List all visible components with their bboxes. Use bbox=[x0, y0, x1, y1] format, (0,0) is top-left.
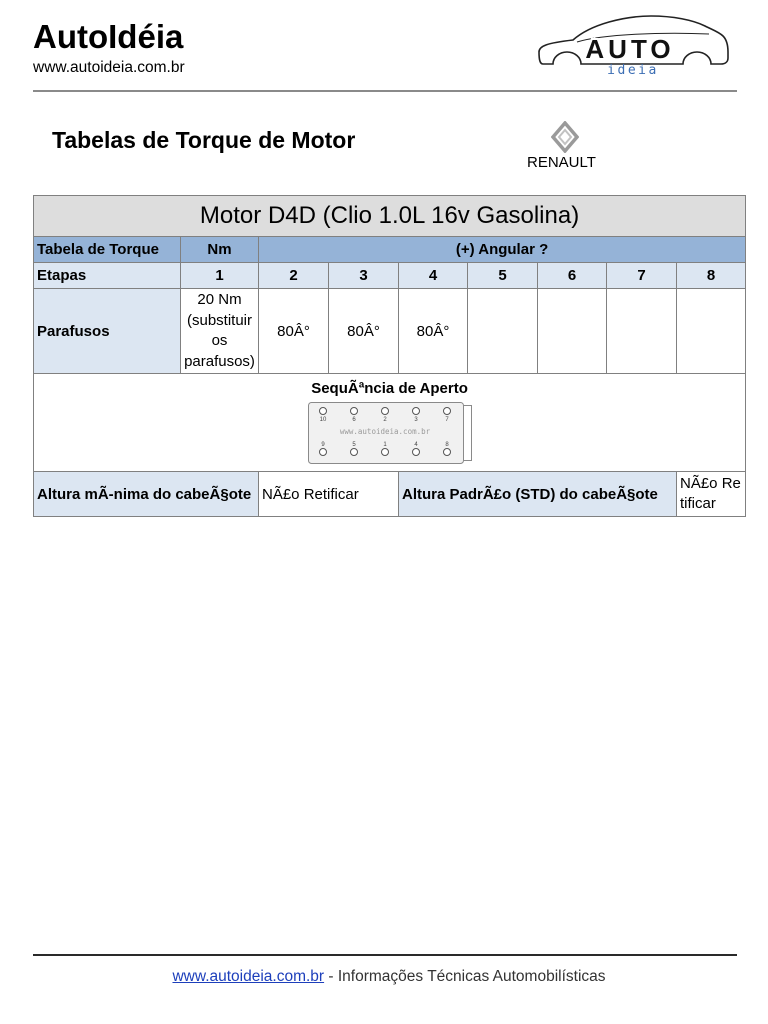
sequence-number: 5 bbox=[351, 441, 356, 448]
bolt-hole-icon bbox=[443, 448, 450, 455]
footer-link[interactable]: www.autoideia.com.br bbox=[172, 968, 325, 985]
sequence-cell bbox=[34, 374, 746, 472]
logo-word-ideia: ideia bbox=[607, 63, 659, 78]
torque-table bbox=[33, 195, 746, 517]
min-height-label: Altura mÃ-nima do cabeÃ§ote bbox=[34, 472, 259, 517]
bolt-angle-cell: 80Â° bbox=[329, 289, 399, 374]
sequence-number: 2 bbox=[382, 416, 387, 423]
bolt-empty-cell bbox=[607, 289, 677, 374]
logo-word-auto: AUTO bbox=[585, 34, 675, 64]
tightening-sequence-diagram bbox=[307, 400, 473, 466]
table-title-row bbox=[34, 196, 746, 237]
engine-title: Motor D4D (Clio 1.0L 16v Gasolina) bbox=[34, 196, 746, 237]
sequence-number: 3 bbox=[413, 416, 418, 423]
head-height-row bbox=[34, 472, 746, 517]
stage-cell: 8 bbox=[677, 263, 746, 289]
table-header-row bbox=[34, 237, 746, 263]
cylinder-head-tab bbox=[463, 405, 471, 460]
sequence-label: SequÃªncia de Aperto bbox=[311, 379, 468, 397]
stages-label: Etapas bbox=[34, 263, 181, 289]
sequence-number: 10 bbox=[319, 416, 326, 423]
autoideia-logo bbox=[533, 12, 733, 80]
header-nm: Nm bbox=[181, 237, 259, 263]
bolts-row bbox=[34, 289, 746, 374]
bolt-hole-icon bbox=[412, 448, 419, 455]
footer bbox=[33, 968, 745, 986]
bolt-empty-cell bbox=[677, 289, 746, 374]
bolt-torque-cell: 20 Nm (substituir os parafusos) bbox=[181, 289, 259, 374]
stage-cell: 4 bbox=[399, 263, 468, 289]
sequence-number: 1 bbox=[382, 441, 387, 448]
std-height-label: Altura PadrÃ£o (STD) do cabeÃ§ote bbox=[399, 472, 677, 517]
header-divider bbox=[33, 90, 737, 92]
bolts-label: Parafusos bbox=[34, 289, 181, 374]
site-url: www.autoideia.com.br bbox=[33, 59, 185, 76]
stages-row bbox=[34, 263, 746, 289]
bolt-hole-icon bbox=[443, 407, 450, 414]
stage-cell: 6 bbox=[538, 263, 607, 289]
header-torque-table: Tabela de Torque bbox=[34, 237, 181, 263]
sequence-number: 6 bbox=[351, 416, 356, 423]
stage-cell: 7 bbox=[607, 263, 677, 289]
bolt-hole-icon bbox=[319, 407, 326, 414]
sequence-number: 9 bbox=[320, 441, 325, 448]
page-title: Tabelas de Torque de Motor bbox=[52, 127, 356, 153]
bolt-hole-icon bbox=[350, 448, 357, 455]
stage-cell: 1 bbox=[181, 263, 259, 289]
bolt-empty-cell bbox=[468, 289, 538, 374]
footer-divider bbox=[33, 954, 737, 956]
bolt-hole-icon bbox=[412, 407, 419, 414]
bolt-hole-icon bbox=[350, 407, 357, 414]
diagram-watermark: www.autoideia.com.br bbox=[339, 426, 430, 436]
bolt-hole-icon bbox=[381, 407, 388, 414]
sequence-number: 8 bbox=[444, 441, 449, 448]
bolt-hole-icon bbox=[381, 448, 388, 455]
bolt-angle-cell: 80Â° bbox=[399, 289, 468, 374]
bolt-empty-cell bbox=[538, 289, 607, 374]
site-brand: AutoIdéia bbox=[33, 18, 184, 55]
sequence-row bbox=[34, 374, 746, 472]
stage-cell: 2 bbox=[259, 263, 329, 289]
footer-caption: - Informações Técnicas Automobilísticas bbox=[328, 968, 606, 985]
std-height-value: NÃ£o Retificar bbox=[677, 472, 746, 517]
sequence-number: 4 bbox=[413, 441, 418, 448]
min-height-value: NÃ£o Retificar bbox=[259, 472, 399, 517]
stage-cell: 5 bbox=[468, 263, 538, 289]
manufacturer-name: RENAULT bbox=[527, 154, 596, 171]
bolt-angle-cell: 80Â° bbox=[259, 289, 329, 374]
renault-diamond-icon bbox=[551, 121, 579, 153]
bolt-hole-icon bbox=[319, 448, 326, 455]
sequence-number: 7 bbox=[444, 416, 449, 423]
stage-cell: 3 bbox=[329, 263, 399, 289]
header-angular: (+) Angular ? bbox=[259, 237, 746, 263]
